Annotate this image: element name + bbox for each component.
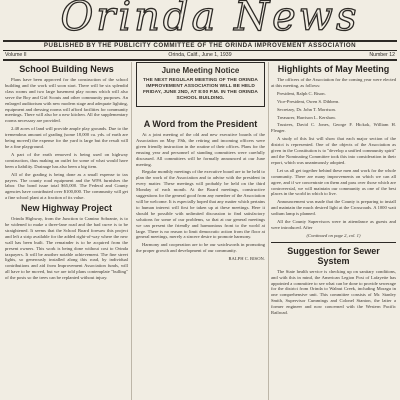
president-word-heading: A Word from the President bbox=[143, 119, 258, 129]
president-signature: RALPH C. BISON. bbox=[228, 256, 265, 262]
article-paragraph: All of the grading is being done as a small expense to tax payers. The county road equipment and the WPA furnishes the labor. Our bond issue total $65,000. The Federal and County agencies have contributed over $100,000. The community will get a fine school plant at a fraction of its value. bbox=[5, 171, 128, 201]
left-column bbox=[5, 62, 128, 283]
officer-line: Vice-President, Owen S. Dibbern. bbox=[277, 98, 340, 104]
article-paragraph: The State health service is checking up on sanitary conditions, and with this in mind, the American Legion Post of Lafayette has appointed a committee to see what can be done to provide sewerage for the district from Orinda to Walnut Creek, including Moraga in one comprehensive unit. This committee consists of Mr. Stanley Smith, Supervisor Cummings and Colonel Stanton, the latter a former engineer and now concerned with the Western Pacific Railroad. bbox=[271, 268, 396, 316]
article-paragraph: A study of this list will show that each major section of the district is represented. One of the objects of the Association as given in the Constitution is to "develop a unified community spirit" and the Nominating Committee took this into consideration in their report, which was unanimously adopted. bbox=[271, 136, 396, 165]
section-rule bbox=[271, 242, 396, 243]
article-paragraph: All the County Supervisors were in attendance as guests and were introduced. After bbox=[271, 219, 396, 230]
article-paragraph: Orinda Highway, from the Junction to Camino Sobrante, is to be widened to make a three-lane road and the bad curve is to be straightened. It seems that the School Board foresaw this project and left a strip available for the added right-of-way where the new wall has been built. The remainder is to be acquired from the present owners. This work is being done without cost to Orinda taxpayers. It will be another notable achievement. The fine street lights, so generously installed along this road, by individual contributions and aid from Improvement Association funds, will all have to be moved, but we are told plans contemplate "bulling" of the posts so the trees can be replanted without injury. bbox=[5, 216, 128, 281]
article-paragraph: A part of the earth removed is being used on highway construction, thus making an outlet for some of what would have been a liability. Drainage has also been a big item. bbox=[5, 151, 128, 169]
sewer-system-heading: Suggestion for Sewer System bbox=[287, 245, 380, 266]
article-paragraph: Announcement was made that the County is preparing to install and maintain the much desired light at the Crossroads. A 1000 watt sodium lamp is planned. bbox=[271, 199, 396, 217]
column-divider-right bbox=[268, 62, 269, 400]
issue-number: Number 12 bbox=[369, 52, 395, 58]
middle-column bbox=[136, 62, 265, 262]
article-paragraph: At a joint meeting of the old and new executive boards of the Association on May 19th, the retiring and incoming officers were given friendly instruction in the routine of their offices. Plans for the ensuing year and personnel of standing committees were carefully discussed. All committees will be formally announced at our June meeting. bbox=[136, 132, 265, 167]
masthead bbox=[0, 0, 400, 42]
right-column bbox=[271, 62, 396, 318]
column-divider-left bbox=[131, 62, 132, 400]
continued-note: (Continued on page 2, col. 1) bbox=[306, 232, 361, 238]
publisher-line: PUBLISHED BY THE PUBLICITY COMMITTEE OF THE ORINDA IMPROVEMENT ASSOCIATION bbox=[43, 42, 357, 49]
publisher-rule bbox=[3, 50, 397, 51]
article-paragraph: 2.48 acres of land will provide ample play grounds. Due to the tremendous amount of grading (some 18,000 cu. yds. of earth are being moved) the expense for the yard is large but the result will be a fine playground. bbox=[5, 126, 128, 149]
officer-line: Treasurer, Harrison L. Kershaw. bbox=[277, 114, 337, 120]
article-paragraph: Regular monthly meetings of the executive board are to be held to plan the work of the Association and to advise with the president in every matter. These meetings will probably be held on the third Monday of each month. At the Board meetings, constructive suggestions for the general good from any member of the Association will be welcome. It is especially hoped that any matter which pertains to human interest will first be taken up at these meetings. Here it should be possible with unlimited discussion to find satisfactory solutions for some of our problems, so that at our general meetings we can present the friendly and harmonious front to the world at large. There is no reason to limit democratic action from the floor at general meetings, merely a sincere desire to promote harmony. bbox=[136, 169, 265, 240]
may-meeting-heading: Highlights of May Meeting bbox=[277, 64, 390, 74]
highway-project-heading: New Highway Project bbox=[20, 203, 113, 214]
masthead-rule-bottom bbox=[3, 59, 397, 61]
officer-line: President, Ralph C. Bison. bbox=[277, 90, 326, 96]
officer-line: Secretary, Dr. John T. Morrison. bbox=[277, 106, 336, 112]
article-paragraph: Harmony and cooperation are to be our watchwords in promoting the proper growth and development of our community. bbox=[136, 242, 265, 254]
newspaper-title: Orinda News bbox=[60, 0, 360, 40]
article-paragraph: The officers of the Association for the coming year were elected at this meeting, as follows: bbox=[271, 77, 396, 88]
officer-line: Trustees, David C. Jones, George F. Hickok, William H. Fleager. bbox=[271, 122, 396, 134]
dateline: Orinda, Calif., June 1, 1939 bbox=[168, 52, 232, 58]
meeting-notice-box bbox=[136, 62, 265, 107]
article-paragraph: Let us all get together behind these men and work for the whole community. There are many improvements on which we can all agree, and if we concentrate on them and pass over those which are controversial, we will maintain our community as one of the best places in the world in which to live. bbox=[271, 167, 396, 197]
meeting-notice-body: THE NEXT REGULAR MEETING OF THE ORINDA IMPROVEMENT ASSOCIATION WILL BE HELD FRIDAY, JUNE 2ND, AT 8:00 P.M. IN THE ORINDA SCHOOL BUILDING. bbox=[142, 78, 258, 101]
meeting-notice-heading: June Meeting Notice bbox=[161, 66, 240, 75]
school-building-heading: School Building News bbox=[19, 64, 114, 74]
volume-label: Volume II bbox=[5, 52, 27, 58]
article-paragraph: Plans have been approved for the construction of the school building and the work will soon start. There will be six splendid class rooms and two large basement play rooms which will also serve the Boy and Girl Scouts and other community purposes. An enlarged auditorium with new modern stage and adequate lighting, equipment and dressing rooms will afford facilities for community meetings. There will also be a new kitchen. All the supplementary rooms necessary are provided. bbox=[5, 77, 128, 124]
